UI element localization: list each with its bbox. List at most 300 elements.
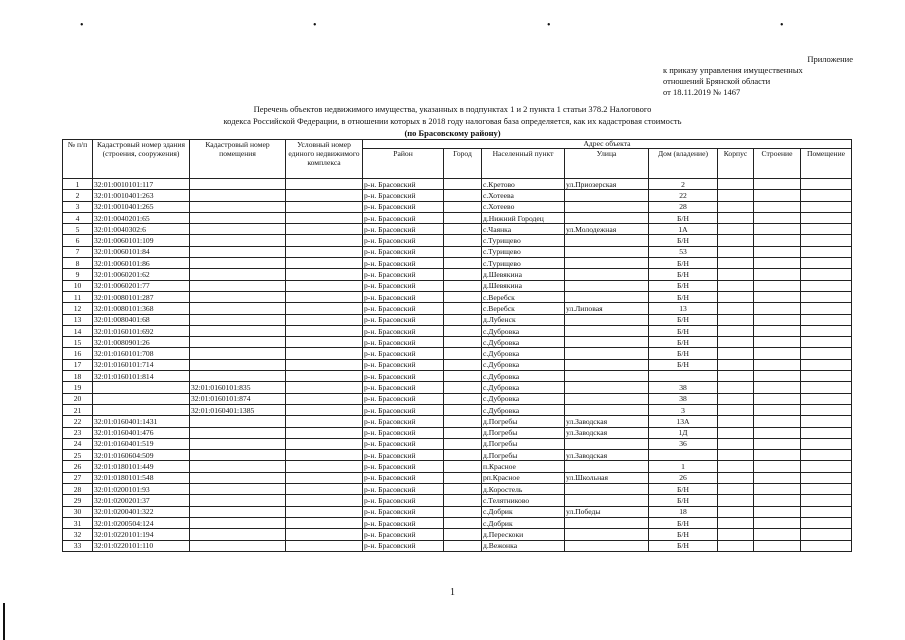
table-row (63, 529, 852, 540)
cell-building-cadastral: 32:01:0200101:93 (93, 484, 190, 495)
table-row (63, 517, 852, 528)
cell-city (444, 190, 482, 201)
cell-house: Б/Н (649, 540, 718, 551)
cell-city (444, 303, 482, 314)
cell-premises-cadastral (190, 461, 286, 472)
cell-premises (801, 438, 852, 449)
cell-district: р-н. Брасовский (363, 427, 444, 438)
cell-locality: с.Веребск (482, 303, 565, 314)
cell-num: 1 (63, 179, 93, 190)
table-row (63, 382, 852, 393)
header-address: Адрес объекта (363, 140, 852, 149)
cell-district: р-н. Брасовский (363, 506, 444, 517)
cell-district: р-н. Брасовский (363, 461, 444, 472)
cell-street (565, 269, 649, 280)
cell-korpus (718, 461, 754, 472)
cell-premises (801, 212, 852, 223)
cell-premises-cadastral (190, 416, 286, 427)
cell-premises (801, 506, 852, 517)
cell-building (754, 269, 801, 280)
table-row (63, 179, 852, 190)
cell-street: ул.Заводская (565, 450, 649, 461)
annex-order-line: к приказу управления имущественных (663, 65, 803, 75)
cell-district: р-н. Брасовский (363, 495, 444, 506)
cell-locality: д.Перескоки (482, 529, 565, 540)
cell-district: р-н. Брасовский (363, 404, 444, 415)
cell-complex (286, 382, 363, 393)
cell-house: Б/Н (649, 314, 718, 325)
table-row (63, 540, 852, 551)
cell-premises-cadastral (190, 291, 286, 302)
cell-building (754, 212, 801, 223)
cell-building-cadastral: 32:01:0160101:708 (93, 348, 190, 359)
cell-premises-cadastral (190, 438, 286, 449)
cell-num: 4 (63, 212, 93, 223)
cell-street (565, 359, 649, 370)
cell-premises-cadastral (190, 179, 286, 190)
annex-department-line: отношений Брянской области (663, 76, 771, 86)
cell-premises-cadastral (190, 484, 286, 495)
cell-complex (286, 495, 363, 506)
cell-korpus (718, 506, 754, 517)
cell-street: ул.Школьная (565, 472, 649, 483)
table-row (63, 212, 852, 223)
cell-locality: п.Красное (482, 461, 565, 472)
table-row (63, 325, 852, 336)
cell-premises (801, 427, 852, 438)
cell-num: 31 (63, 517, 93, 528)
cell-city (444, 529, 482, 540)
cell-premises (801, 517, 852, 528)
cell-building (754, 529, 801, 540)
cell-korpus (718, 484, 754, 495)
cell-street (565, 246, 649, 257)
cell-street (565, 291, 649, 302)
cell-complex (286, 393, 363, 404)
cell-house: 38 (649, 393, 718, 404)
cell-korpus (718, 348, 754, 359)
cell-locality: с.Веребск (482, 291, 565, 302)
cell-korpus (718, 472, 754, 483)
cell-premises (801, 450, 852, 461)
cell-house: 18 (649, 506, 718, 517)
table-body (63, 179, 852, 552)
cell-district: р-н. Брасовский (363, 337, 444, 348)
cell-korpus (718, 303, 754, 314)
cell-korpus (718, 246, 754, 257)
cell-complex (286, 201, 363, 212)
cell-street (565, 495, 649, 506)
page-number: 1 (450, 587, 455, 598)
table-row (63, 484, 852, 495)
table-row (63, 506, 852, 517)
cell-premises (801, 382, 852, 393)
cell-house: 1Д (649, 427, 718, 438)
cell-num: 18 (63, 371, 93, 382)
cell-num: 2 (63, 190, 93, 201)
cell-building (754, 416, 801, 427)
cell-premises-cadastral (190, 224, 286, 235)
cell-num: 30 (63, 506, 93, 517)
cell-num: 17 (63, 359, 93, 370)
cell-korpus (718, 291, 754, 302)
cell-city (444, 201, 482, 212)
cell-korpus (718, 359, 754, 370)
cell-premises (801, 359, 852, 370)
cell-district: р-н. Брасовский (363, 291, 444, 302)
cell-district: р-н. Брасовский (363, 303, 444, 314)
cell-locality: д.Нижний Городец (482, 212, 565, 223)
cell-building-cadastral: 32:01:0060201:62 (93, 269, 190, 280)
annex-date-line: от 18.11.2019 № 1467 (663, 87, 741, 97)
scan-dot: • (313, 20, 317, 31)
cell-premises (801, 269, 852, 280)
cell-premises (801, 529, 852, 540)
table-row (63, 393, 852, 404)
cell-complex (286, 450, 363, 461)
cell-street (565, 201, 649, 212)
cell-district: р-н. Брасовский (363, 258, 444, 269)
cell-district: р-н. Брасовский (363, 529, 444, 540)
cell-house: Б/Н (649, 258, 718, 269)
cell-building (754, 484, 801, 495)
cell-premises (801, 416, 852, 427)
cell-locality: с.Дубровка (482, 404, 565, 415)
cell-locality: д.Погребы (482, 450, 565, 461)
table-row (63, 359, 852, 370)
cell-city (444, 404, 482, 415)
cell-building-cadastral: 32:01:0040302:6 (93, 224, 190, 235)
cell-building (754, 291, 801, 302)
cell-num: 6 (63, 235, 93, 246)
cell-complex (286, 517, 363, 528)
cell-street: ул.Молодежная (565, 224, 649, 235)
cell-complex (286, 246, 363, 257)
cell-num: 28 (63, 484, 93, 495)
cell-premises (801, 303, 852, 314)
cell-street (565, 235, 649, 246)
cell-building-cadastral: 32:01:0160401:1431 (93, 416, 190, 427)
cell-korpus (718, 235, 754, 246)
cell-premises (801, 472, 852, 483)
cell-building-cadastral: 32:01:0060201:77 (93, 280, 190, 291)
cell-num: 9 (63, 269, 93, 280)
cell-num: 33 (63, 540, 93, 551)
cell-street (565, 348, 649, 359)
cell-building-cadastral: 32:01:0010101:117 (93, 179, 190, 190)
cell-premises (801, 280, 852, 291)
cell-building (754, 224, 801, 235)
cell-num: 21 (63, 404, 93, 415)
cell-house (649, 371, 718, 382)
cell-premises-cadastral (190, 201, 286, 212)
cell-building-cadastral: 32:01:0200504:124 (93, 517, 190, 528)
cell-building-cadastral: 32:01:0080401:68 (93, 314, 190, 325)
cell-complex (286, 461, 363, 472)
cell-building-cadastral: 32:01:0160401:476 (93, 427, 190, 438)
cell-complex (286, 438, 363, 449)
cell-district: р-н. Брасовский (363, 359, 444, 370)
cell-city (444, 506, 482, 517)
cell-num: 20 (63, 393, 93, 404)
cell-locality: с.Дубровка (482, 325, 565, 336)
cell-complex (286, 314, 363, 325)
cell-num: 25 (63, 450, 93, 461)
cell-building (754, 201, 801, 212)
cell-premises-cadastral (190, 190, 286, 201)
cell-num: 12 (63, 303, 93, 314)
table-row (63, 235, 852, 246)
table-row (63, 416, 852, 427)
cell-house (649, 450, 718, 461)
header-city: Город (444, 149, 482, 179)
cell-district: р-н. Брасовский (363, 280, 444, 291)
cell-complex (286, 235, 363, 246)
cell-complex (286, 337, 363, 348)
cell-house: Б/Н (649, 325, 718, 336)
cell-building-cadastral: 32:01:0080101:287 (93, 291, 190, 302)
cell-city (444, 484, 482, 495)
table-row (63, 303, 852, 314)
header-house: Дом (владение) (649, 149, 718, 179)
cell-street: ул.Победы (565, 506, 649, 517)
cell-building (754, 404, 801, 415)
cell-num: 19 (63, 382, 93, 393)
header-num: № п/п (63, 140, 93, 179)
cell-street: ул.Липовая (565, 303, 649, 314)
cell-building (754, 314, 801, 325)
cell-premises-cadastral (190, 371, 286, 382)
cell-locality: д.Шевякина (482, 280, 565, 291)
cell-city (444, 325, 482, 336)
cell-building (754, 246, 801, 257)
cell-locality: с.Турищево (482, 246, 565, 257)
cell-city (444, 212, 482, 223)
cell-premises (801, 201, 852, 212)
table-row (63, 246, 852, 257)
cell-building (754, 540, 801, 551)
table-row (63, 258, 852, 269)
cell-house: Б/Н (649, 337, 718, 348)
cell-korpus (718, 224, 754, 235)
cell-locality: с.Телятниково (482, 495, 565, 506)
cell-city (444, 382, 482, 393)
cell-city (444, 517, 482, 528)
header-building: Строение (754, 149, 801, 179)
header-premises: Помещение (801, 149, 852, 179)
cell-premises (801, 314, 852, 325)
cell-korpus (718, 495, 754, 506)
cell-building-cadastral: 32:01:0200401:322 (93, 506, 190, 517)
cell-korpus (718, 529, 754, 540)
cell-district: р-н. Брасовский (363, 416, 444, 427)
cell-city (444, 291, 482, 302)
scan-margin-mark (3, 603, 5, 640)
cell-district: р-н. Брасовский (363, 179, 444, 190)
cell-complex (286, 212, 363, 223)
cell-num: 23 (63, 427, 93, 438)
cell-building-cadastral: 32:01:0160101:714 (93, 359, 190, 370)
table-row (63, 348, 852, 359)
cell-street (565, 190, 649, 201)
cell-house: Б/Н (649, 212, 718, 223)
cell-korpus (718, 371, 754, 382)
cell-complex (286, 224, 363, 235)
cell-city (444, 314, 482, 325)
cell-building-cadastral: 32:01:0160101:692 (93, 325, 190, 336)
cell-premises-cadastral (190, 517, 286, 528)
cell-building (754, 427, 801, 438)
cell-street (565, 371, 649, 382)
cell-complex (286, 359, 363, 370)
cell-locality: с.Дубровка (482, 348, 565, 359)
cell-premises (801, 246, 852, 257)
cell-house: 22 (649, 190, 718, 201)
cell-building (754, 258, 801, 269)
table-row (63, 371, 852, 382)
cell-premises-cadastral (190, 212, 286, 223)
header-locality: Населенный пункт (482, 149, 565, 179)
cell-city (444, 540, 482, 551)
cell-city (444, 461, 482, 472)
cell-korpus (718, 382, 754, 393)
cell-building-cadastral: 32:01:0180101:548 (93, 472, 190, 483)
cell-complex (286, 416, 363, 427)
cell-locality: с.Турищево (482, 258, 565, 269)
cell-building (754, 382, 801, 393)
cell-korpus (718, 337, 754, 348)
cell-district: р-н. Брасовский (363, 246, 444, 257)
cell-korpus (718, 416, 754, 427)
annex-block (663, 54, 853, 98)
cell-locality: с.Добрик (482, 506, 565, 517)
cell-building (754, 337, 801, 348)
cell-house: 13 (649, 303, 718, 314)
cell-house: 26 (649, 472, 718, 483)
cell-premises-cadastral (190, 246, 286, 257)
cell-locality: с.Хотеева (482, 190, 565, 201)
cell-premises-cadastral (190, 450, 286, 461)
cell-house: Б/Н (649, 529, 718, 540)
cell-street (565, 212, 649, 223)
cell-korpus (718, 212, 754, 223)
cell-building-cadastral: 32:01:0010401:265 (93, 201, 190, 212)
cell-num: 13 (63, 314, 93, 325)
cell-premises (801, 224, 852, 235)
table-row (63, 201, 852, 212)
cell-district: р-н. Брасовский (363, 325, 444, 336)
cell-premises-cadastral (190, 348, 286, 359)
cell-premises-cadastral (190, 235, 286, 246)
cell-korpus (718, 269, 754, 280)
cell-district: р-н. Брасовский (363, 235, 444, 246)
cell-street (565, 484, 649, 495)
cell-district: р-н. Брасовский (363, 393, 444, 404)
cell-premises-cadastral (190, 540, 286, 551)
cell-house: Б/Н (649, 235, 718, 246)
cell-num: 27 (63, 472, 93, 483)
cell-locality: с.Дубровка (482, 393, 565, 404)
cell-building (754, 235, 801, 246)
cell-locality: с.Дубровка (482, 359, 565, 370)
title-district: (по Брасовскому району) (404, 128, 501, 138)
cell-building-cadastral: 32:01:0060101:84 (93, 246, 190, 257)
cell-building (754, 303, 801, 314)
cell-korpus (718, 540, 754, 551)
cell-premises-cadastral (190, 495, 286, 506)
cell-locality: с.Чаянка (482, 224, 565, 235)
cell-complex (286, 404, 363, 415)
cell-complex (286, 472, 363, 483)
cell-district: р-н. Брасовский (363, 190, 444, 201)
cell-building (754, 280, 801, 291)
cell-num: 3 (63, 201, 93, 212)
cell-num: 15 (63, 337, 93, 348)
cell-korpus (718, 438, 754, 449)
cell-building (754, 450, 801, 461)
cell-num: 5 (63, 224, 93, 235)
cell-locality: д.Лубенск (482, 314, 565, 325)
cell-building-cadastral (93, 404, 190, 415)
cell-city (444, 348, 482, 359)
cell-district: р-н. Брасовский (363, 540, 444, 551)
cell-district: р-н. Брасовский (363, 212, 444, 223)
cell-street: ул.Приозерская (565, 179, 649, 190)
cell-street (565, 325, 649, 336)
cell-house: 53 (649, 246, 718, 257)
cell-district: р-н. Брасовский (363, 517, 444, 528)
cell-district: р-н. Брасовский (363, 224, 444, 235)
cell-district: р-н. Брасовский (363, 269, 444, 280)
cell-house: 2 (649, 179, 718, 190)
cell-num: 10 (63, 280, 93, 291)
cell-district: р-н. Брасовский (363, 201, 444, 212)
cell-house: 28 (649, 201, 718, 212)
cell-street (565, 393, 649, 404)
cell-street (565, 540, 649, 551)
cell-premises (801, 461, 852, 472)
table-row (63, 438, 852, 449)
cell-building (754, 461, 801, 472)
cell-district: р-н. Брасовский (363, 371, 444, 382)
cell-premises (801, 540, 852, 551)
cell-building-cadastral: 32:01:0180101:449 (93, 461, 190, 472)
table-row (63, 404, 852, 415)
cell-num: 16 (63, 348, 93, 359)
cell-premises-cadastral: 32:01:0160401:1385 (190, 404, 286, 415)
cell-complex (286, 506, 363, 517)
cell-building-cadastral: 32:01:0080901:26 (93, 337, 190, 348)
cell-house: Б/Н (649, 484, 718, 495)
cell-num: 8 (63, 258, 93, 269)
cell-locality: д.Погребы (482, 427, 565, 438)
cell-building (754, 371, 801, 382)
cell-complex (286, 540, 363, 551)
cell-street (565, 280, 649, 291)
table-row (63, 269, 852, 280)
cell-complex (286, 484, 363, 495)
cell-korpus (718, 393, 754, 404)
cell-premises (801, 393, 852, 404)
header-street: Улица (565, 149, 649, 179)
cell-premises-cadastral (190, 258, 286, 269)
cell-building (754, 472, 801, 483)
cell-building-cadastral: 32:01:0160401:519 (93, 438, 190, 449)
cell-premises-cadastral (190, 472, 286, 483)
cell-building-cadastral: 32:01:0080101:368 (93, 303, 190, 314)
cell-num: 32 (63, 529, 93, 540)
cell-korpus (718, 201, 754, 212)
